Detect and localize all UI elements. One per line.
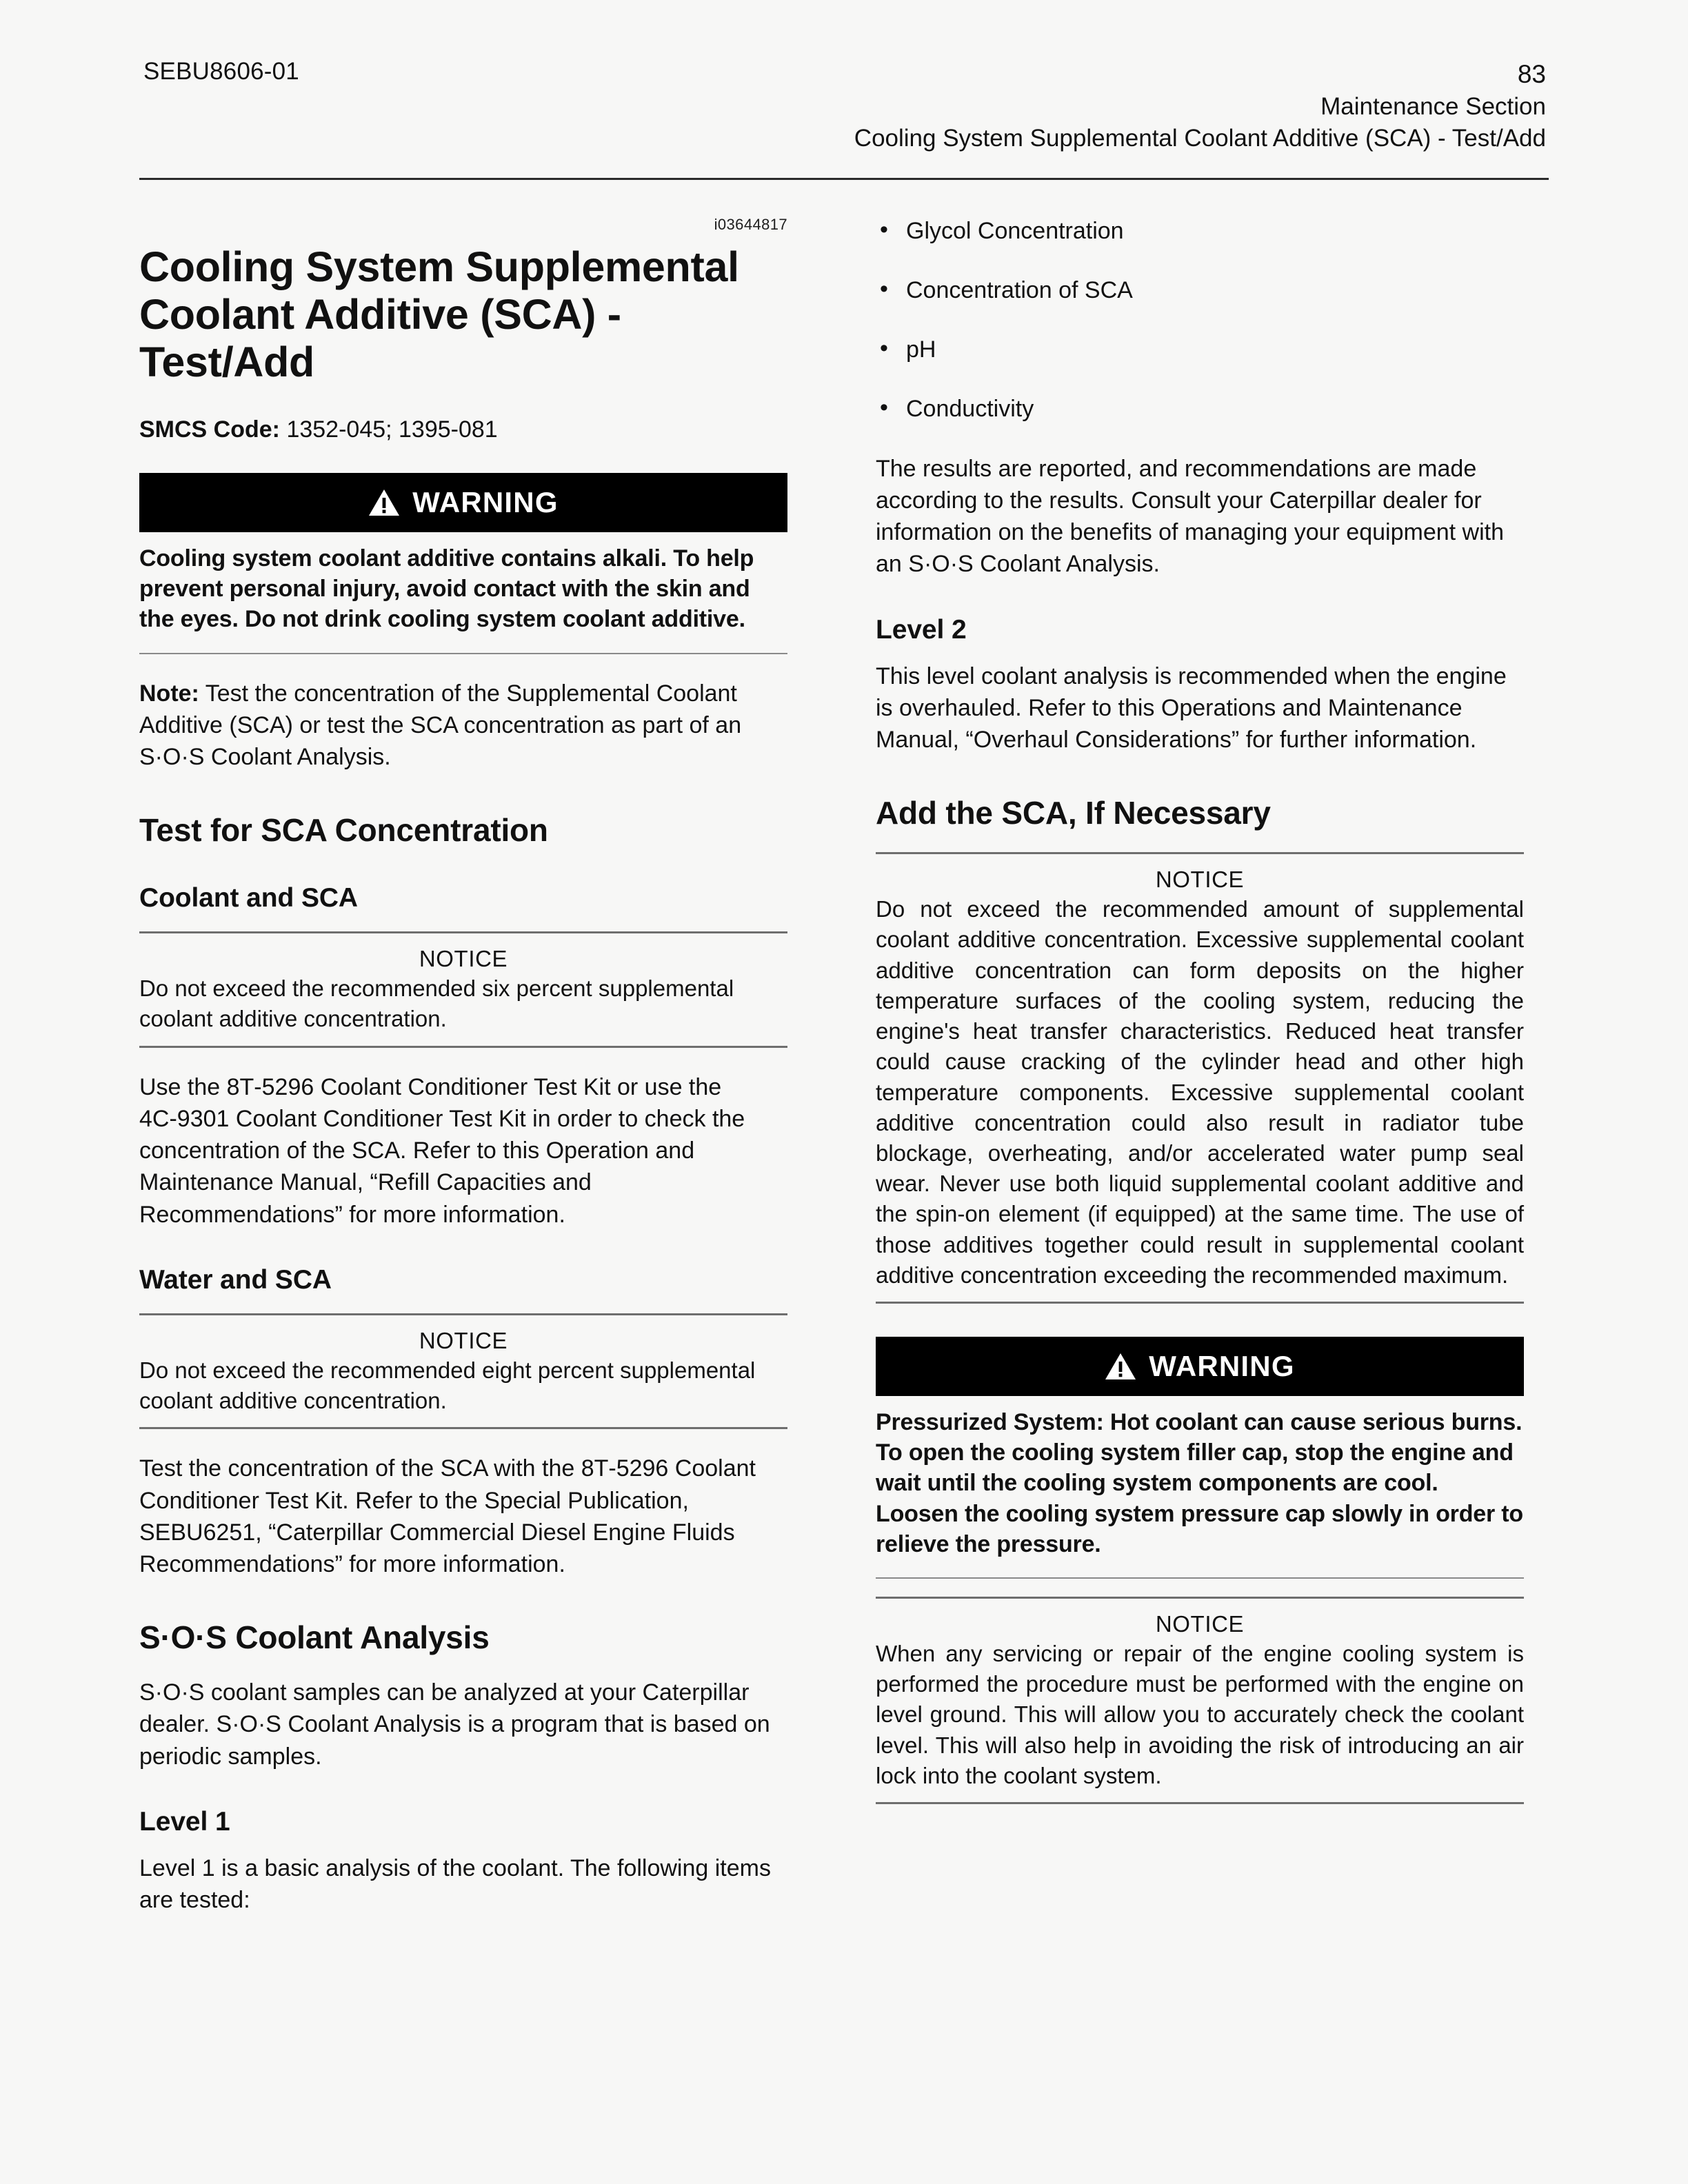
warning-text: Cooling system coolant additive contains alkali. To help prevent personal injury, avoid contact with the skin and the eyes. Do not drink cooling system coolant additive. <box>139 545 754 633</box>
list-item: • Concentration of SCA <box>876 275 1524 307</box>
heading-sos-coolant-analysis: S·O·S Coolant Analysis <box>139 1619 490 1656</box>
notice-top-rule <box>876 852 1524 854</box>
warning-triangle-icon <box>368 488 400 517</box>
notice-text: Do not exceed the recommended amount of supplemental coolant additive concentration. Excessive supplemental coolant additive concentration can form deposits on the higher temperature surfaces of the cooling system, reducing the engine's heat transfer characteristics. Reduced heat transfer could cause cracking of the cylinder head and other high temperature components. Excessive supplemental coolant additive concentration could also result in radiator tube blockage, overheating, and/or accelerated water pump seal wear. Never use both liquid supplemental coolant additive and the spin-on element (if equipped) at the same time. The use of those additives together could result in supplemental coolant additive concentration exceeding the recommended maximum. <box>876 896 1524 1288</box>
notice-heading: NOTICE <box>419 946 508 972</box>
paragraph-results: The results are reported, and recommendations are made according to the results. Consult your Caterpillar dealer for information on the benefits of managing your equipment with an S·O·S Coolant Analysis. <box>876 455 1504 578</box>
heading-test-for-sca-concentration: Test for SCA Concentration <box>139 812 548 849</box>
spacer <box>139 654 787 678</box>
list-item: • Glycol Concentration <box>876 216 1524 247</box>
level-1-test-list <box>876 216 1524 425</box>
warning-text: Pressurized System: Hot coolant can cause serious burns. To open the cooling system filler cap, stop the engine and wait until the cooling system components are cool. Loosen the cooling system pressure cap slowly in order to relieve the pressure. <box>876 1409 1523 1557</box>
warning-box-pressurized-system <box>876 1337 1524 1579</box>
warning-label: WARNING <box>412 486 559 518</box>
note-label: Note: <box>139 680 199 707</box>
notice-heading: NOTICE <box>419 1327 508 1353</box>
warning-bottom-rule <box>876 1577 1524 1579</box>
notice-box-recommended-amount <box>876 852 1524 1304</box>
spacer <box>139 1048 787 1071</box>
paragraph-test-concentration: Test the concentration of the SCA with the 8T‑5296 Coolant Conditioner Test Kit. Refer to the Special Publication, SEBU6251, “Caterpillar Commercial Diesel Engine Fluids Recommendations” for more information. <box>139 1455 756 1578</box>
notice-text: Do not exceed the recommended eight percent supplemental coolant additive concentration. <box>139 1357 756 1414</box>
spacer <box>876 1304 1524 1327</box>
paragraph-use-test-kit: Use the 8T‑5296 Coolant Conditioner Test Kit or use the 4C‑9301 Coolant Conditioner Test Kit in order to check the concentration of the SCA. Refer to this Operation and Maintenance Manual, “Refill Capacities and Recommendations” for more information. <box>139 1073 745 1228</box>
two-column-body <box>135 216 1553 1939</box>
note-paragraph <box>139 678 787 774</box>
list-item: • pH <box>876 334 1524 366</box>
notice-top-rule <box>139 1313 787 1315</box>
heading-coolant-and-sca: Coolant and SCA <box>139 883 358 913</box>
heading-level-2: Level 2 <box>876 614 967 645</box>
list-item: • Conductivity <box>876 394 1524 425</box>
paragraph-sos: S·O·S coolant samples can be analyzed at your Caterpillar dealer. S·O·S Coolant Analysis is a program that is based on periodic samples. <box>139 1679 770 1770</box>
running-head <box>135 58 1553 161</box>
warning-banner <box>139 473 787 532</box>
paragraph-level-2: This level coolant analysis is recommended when the engine is overhauled. Refer to this Operations and Maintenance Manual, “Overhaul Considerations” for further information. <box>876 663 1507 753</box>
notice-box-eight-percent <box>139 1313 787 1429</box>
smcs-value: 1352-045; 1395-081 <box>280 416 498 443</box>
spacer <box>139 1429 787 1453</box>
notice-box-level-ground <box>876 1597 1524 1804</box>
heading-water-and-sca: Water and SCA <box>139 1264 332 1295</box>
heading-add-the-sca: Add the SCA, If Necessary <box>876 795 1271 831</box>
note-text: Test the concentration of the Supplemental Coolant Additive (SCA) or test the SCA concentration as part of an S·O·S Coolant Analysis. <box>139 680 742 771</box>
warning-banner <box>876 1337 1524 1396</box>
notice-text: When any servicing or repair of the engine cooling system is performed the procedure must be performed with the engine on level ground. This will allow you to accurately check the coolant level. This will also help in avoiding the risk of introducing an air lock into the coolant system. <box>876 1640 1524 1788</box>
warning-box-alkali <box>139 473 787 654</box>
header-rule <box>139 178 1549 180</box>
document-id: i03644817 <box>714 216 787 233</box>
topic-name: Cooling System Supplemental Coolant Additive (SCA) - Test/Add <box>854 124 1546 152</box>
smcs-label: SMCS Code: <box>139 416 280 443</box>
smcs-code <box>139 414 787 445</box>
page-number: 83 <box>1517 60 1546 88</box>
warning-triangle-icon <box>1105 1352 1136 1381</box>
running-head-right <box>854 58 1546 154</box>
notice-box-six-percent <box>139 931 787 1047</box>
notice-text: Do not exceed the recommended six percent supplemental coolant additive concentration. <box>139 975 734 1032</box>
left-column <box>139 216 787 1939</box>
right-column <box>876 216 1524 1939</box>
heading-level-1: Level 1 <box>139 1806 230 1837</box>
warning-label: WARNING <box>1149 1350 1295 1383</box>
notice-bottom-rule <box>876 1802 1524 1804</box>
page-title: Cooling System Supplemental Coolant Additive (SCA) - Test/Add <box>139 243 739 385</box>
notice-top-rule <box>876 1597 1524 1599</box>
notice-heading: NOTICE <box>1155 867 1245 893</box>
section-name: Maintenance Section <box>1320 93 1546 121</box>
notice-top-rule <box>139 931 787 933</box>
document-number: SEBU8606-01 <box>143 58 299 85</box>
notice-heading: NOTICE <box>1155 1610 1245 1637</box>
paragraph-level-1: Level 1 is a basic analysis of the coolant. The following items are tested: <box>139 1854 771 1914</box>
